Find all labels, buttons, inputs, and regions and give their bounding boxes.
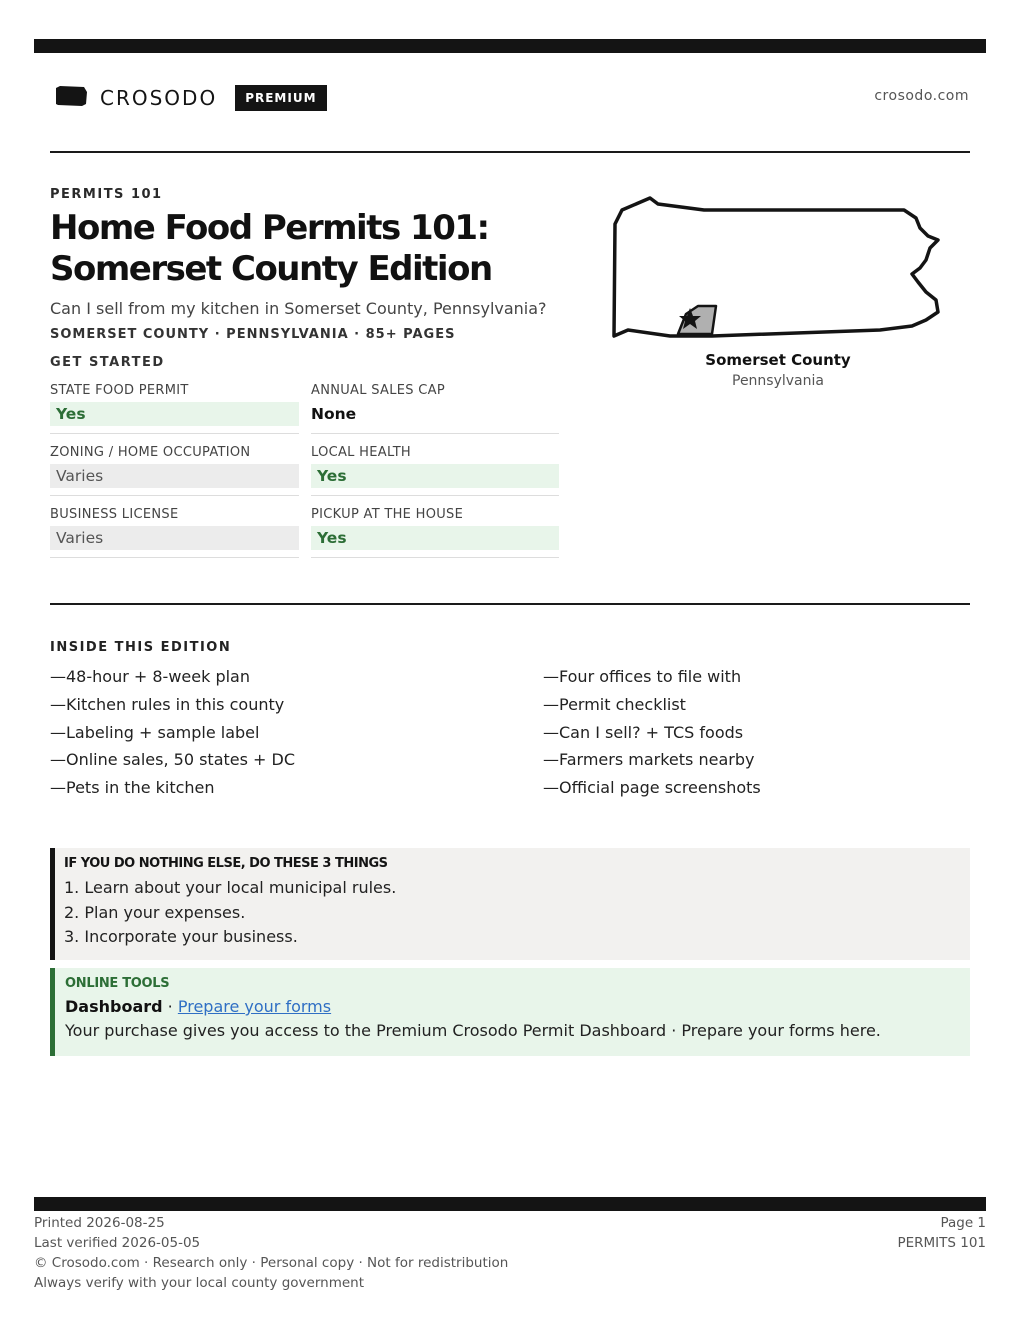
map-state-label: Pennsylvania (732, 373, 824, 389)
copyright-notice: © Crosodo.com · Research only · Personal copy · Not for redistribution (34, 1255, 509, 1271)
toc-item: —Labeling + sample label (50, 722, 260, 742)
toc-item: —Online sales, 50 states + DC (50, 750, 296, 770)
tools-heading: ONLINE TOOLS (65, 976, 170, 991)
permit-value: None (311, 405, 357, 423)
permit-label: ZONING / HOME OCCUPATION (50, 445, 251, 460)
map-county-label: Somerset County (705, 351, 851, 369)
toc-item: —48-hour + 8-week plan (50, 667, 250, 686)
toc-item: —Farmers markets nearby (543, 750, 755, 770)
get-started-heading: GET STARTED (50, 355, 165, 370)
permit-cell (311, 382, 559, 434)
edition-meta: SOMERSET COUNTY · PENNSYLVANIA · 85+ PAGES (50, 327, 456, 342)
callout-step: 3. Incorporate your business. (64, 927, 298, 946)
toc-item: —Pets in the kitchen (50, 778, 215, 798)
toc-left (50, 666, 295, 805)
permit-value: Yes (50, 402, 299, 426)
permit-value: Yes (311, 464, 559, 488)
verified-date: Last verified 2026-05-05 (34, 1235, 201, 1251)
toc-item: —Official page screenshots (543, 778, 761, 798)
footer-section: PERMITS 101 (897, 1235, 986, 1251)
toc-right (543, 666, 761, 805)
online-tools-box (50, 968, 970, 1056)
top-three-callout (50, 848, 970, 960)
callout-step: 2. Plan your expenses. (64, 902, 246, 922)
toc-item: —Four offices to file with (543, 667, 742, 686)
tools-separator: · (162, 997, 178, 1016)
brand-name: CROSODO (100, 86, 218, 110)
footer-bar (34, 1197, 986, 1211)
permit-cell (50, 506, 299, 558)
permit-label: LOCAL HEALTH (311, 445, 412, 460)
permit-label: STATE FOOD PERMIT (50, 383, 189, 398)
site-domain[interactable]: crosodo.com (874, 88, 969, 104)
permit-label: PICKUP AT THE HOUSE (311, 507, 464, 522)
section-divider (50, 603, 970, 605)
permit-summary-grid (50, 382, 559, 558)
dashboard-label: Dashboard (65, 997, 163, 1016)
state-map (608, 190, 948, 350)
pennsylvania-state-icon (54, 84, 88, 112)
permit-cell (311, 506, 559, 558)
permit-value: Varies (50, 526, 299, 550)
permit-value: Varies (50, 464, 299, 488)
premium-badge: PREMIUM (235, 85, 326, 111)
toc-item: —Kitchen rules in this county (50, 694, 285, 714)
prepare-forms-link[interactable]: Prepare your forms (177, 997, 332, 1016)
permit-label: BUSINESS LICENSE (50, 507, 179, 522)
callout-heading: IF YOU DO NOTHING ELSE, DO THESE 3 THINGS (64, 856, 388, 871)
disclaimer: Always verify with your local county government (34, 1275, 364, 1291)
top-bar (34, 39, 986, 53)
callout-step: 1. Learn about your local municipal rules. (64, 878, 397, 897)
brand-logo[interactable] (54, 84, 327, 112)
toc-item: —Can I sell? + TCS foods (543, 722, 744, 742)
inside-heading: INSIDE THIS EDITION (50, 640, 232, 655)
permit-value: Yes (311, 526, 559, 550)
footer-left (34, 1213, 508, 1293)
permit-cell (311, 444, 559, 496)
tools-links (65, 997, 970, 1016)
toc-item: —Permit checklist (543, 694, 686, 714)
tools-description: Your purchase gives you access to the Premium Crosodo Permit Dashboard · Prepare your forms here. (65, 1021, 881, 1040)
section-kicker: PERMITS 101 (50, 187, 163, 202)
permit-cell (50, 382, 299, 434)
permit-cell (50, 444, 299, 496)
page-title: Home Food Permits 101: Somerset County Edition (50, 208, 492, 289)
page-number: Page 1 (940, 1215, 986, 1231)
printed-date: Printed 2026-08-25 (34, 1215, 165, 1231)
header-divider (50, 151, 970, 153)
permit-label: ANNUAL SALES CAP (311, 383, 445, 398)
state-outline (614, 198, 938, 336)
footer-right (897, 1213, 986, 1253)
page-subtitle: Can I sell from my kitchen in Somerset County, Pennsylvania? (50, 299, 547, 318)
